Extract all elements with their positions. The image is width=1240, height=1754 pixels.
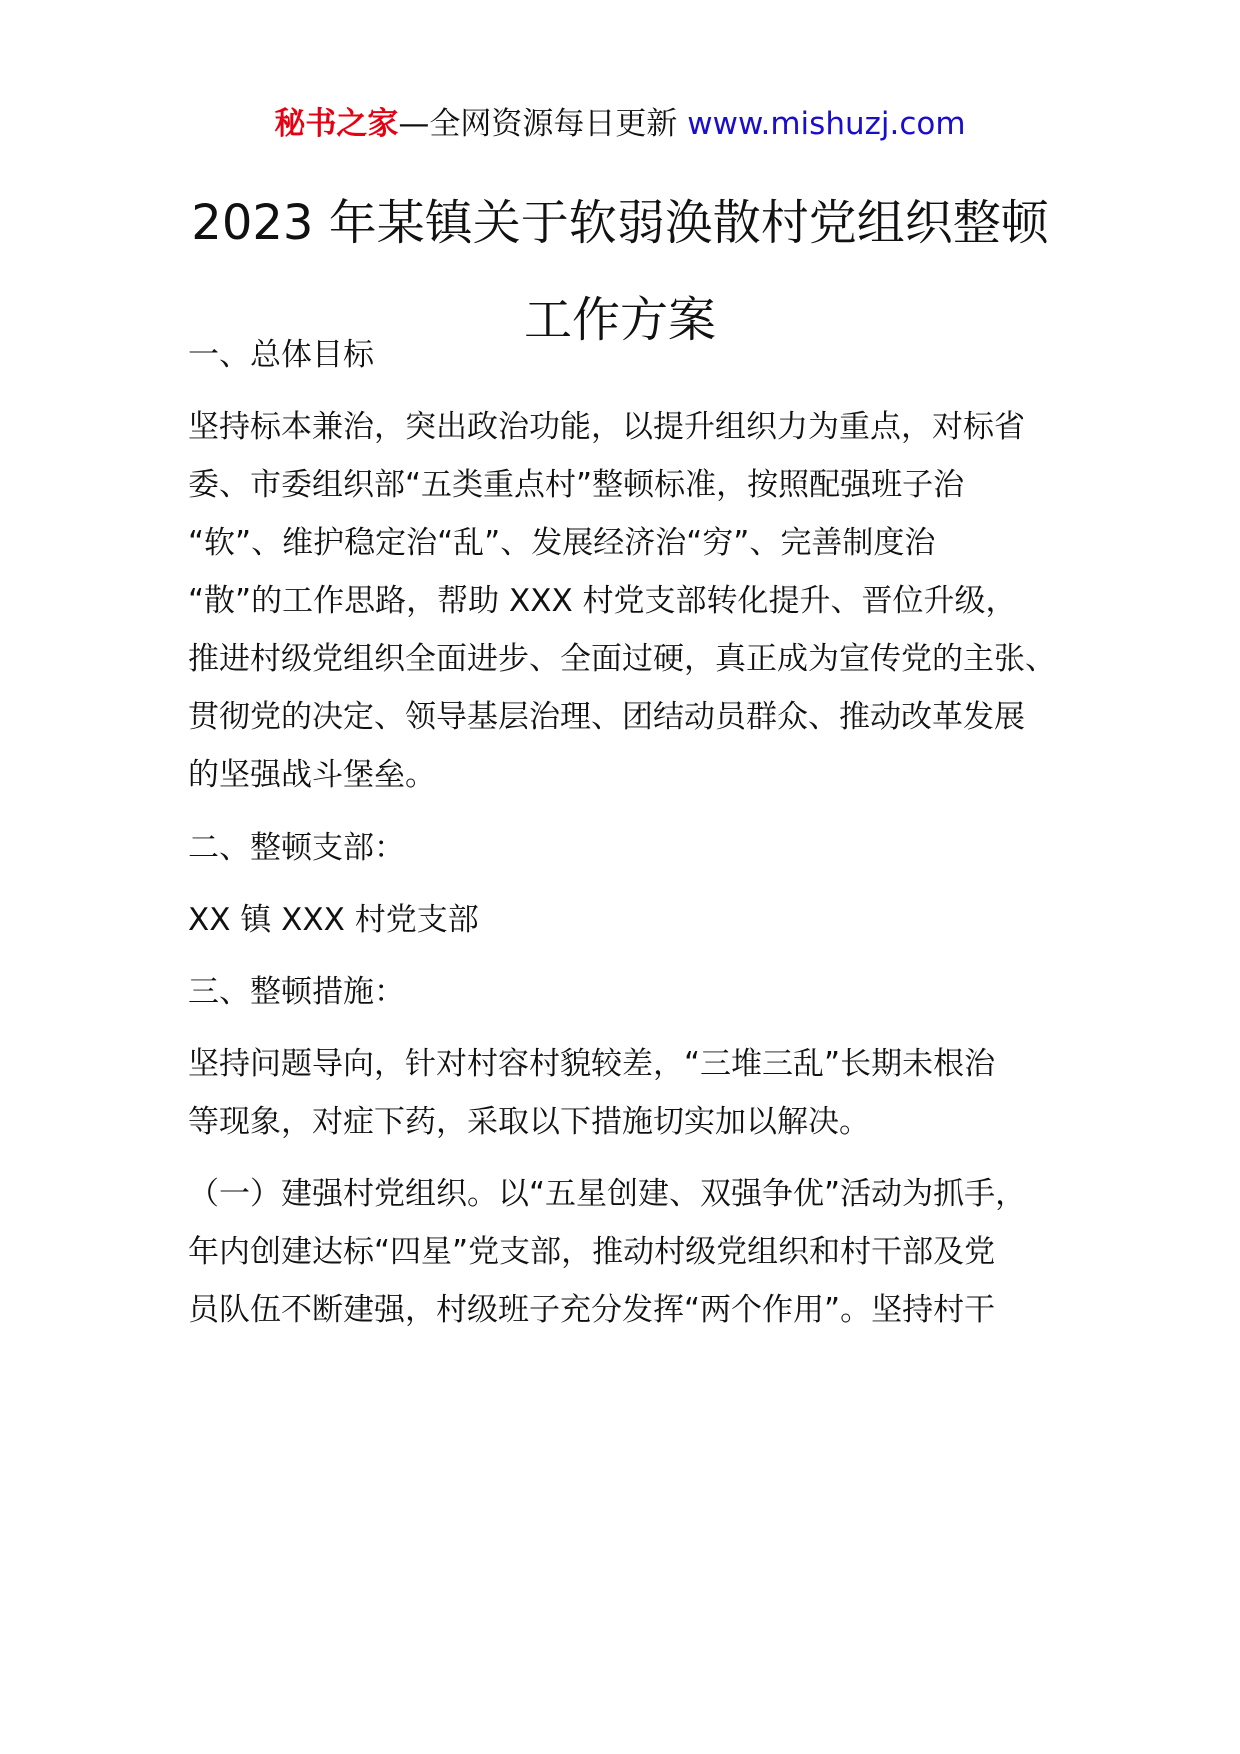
paragraph-1-line-1: 坚持标本兼治，突出政治功能，以提升组织力为重点，对标省: [188, 409, 1025, 445]
document-title-line-2: 工作方案: [523, 292, 716, 348]
paragraph-1-line-7: 的坚强战斗堡垒。: [188, 757, 436, 793]
paragraph-1-line-4: “散”的工作思路，帮助 XXX 村党支部转化提升、晋位升级，: [188, 583, 1017, 619]
paragraph-1-line-2: 委、市委组织部“五类重点村”整顿标准，按照配强班子治: [188, 467, 965, 503]
site-header: [0, 100, 1240, 148]
paragraph-4-line-3: 员队伍不断建强，村级班子充分发挥“两个作用”。坚持村干: [188, 1292, 996, 1328]
site-url-link[interactable]: www.mishuzj.com: [687, 106, 966, 142]
paragraph-2: XX 镇 XXX 村党支部: [188, 902, 479, 938]
paragraph-1-line-3: “软”、维护稳定治“乱”、发展经济治“穷”、完善制度治: [188, 525, 936, 561]
paragraph-1-line-6: 贯彻党的决定、领导基层治理、团结动员群众、推动改革发展: [188, 699, 1025, 735]
paragraph-3-line-1: 坚持问题导向，针对村容村貌较差，“三堆三乱”长期未根治: [188, 1046, 996, 1082]
paragraph-3-line-2: 等现象，对症下药，采取以下措施切实加以解决。: [188, 1104, 870, 1140]
section-heading-2: 二、整顿支部：: [188, 830, 405, 866]
section-heading-1: 一、总体目标: [188, 337, 374, 373]
section-heading-3: 三、整顿措施：: [188, 974, 405, 1010]
paragraph-1-line-5: 推进村级党组织全面进步、全面过硬，真正成为宣传党的主张、: [188, 641, 1056, 677]
paragraph-4-line-2: 年内创建达标“四星”党支部，推动村级党组织和村干部及党: [188, 1234, 996, 1270]
document-title-line-1: 2023 年某镇关于软弱涣散村党组织整顿: [191, 195, 1049, 251]
paragraph-4-line-1: （一）建强村党组织。以“五星创建、双强争优”活动为抓手，: [188, 1176, 1027, 1212]
header-tagline: —全网资源每日更新: [398, 106, 678, 142]
brand-name: 秘书之家: [274, 106, 399, 142]
